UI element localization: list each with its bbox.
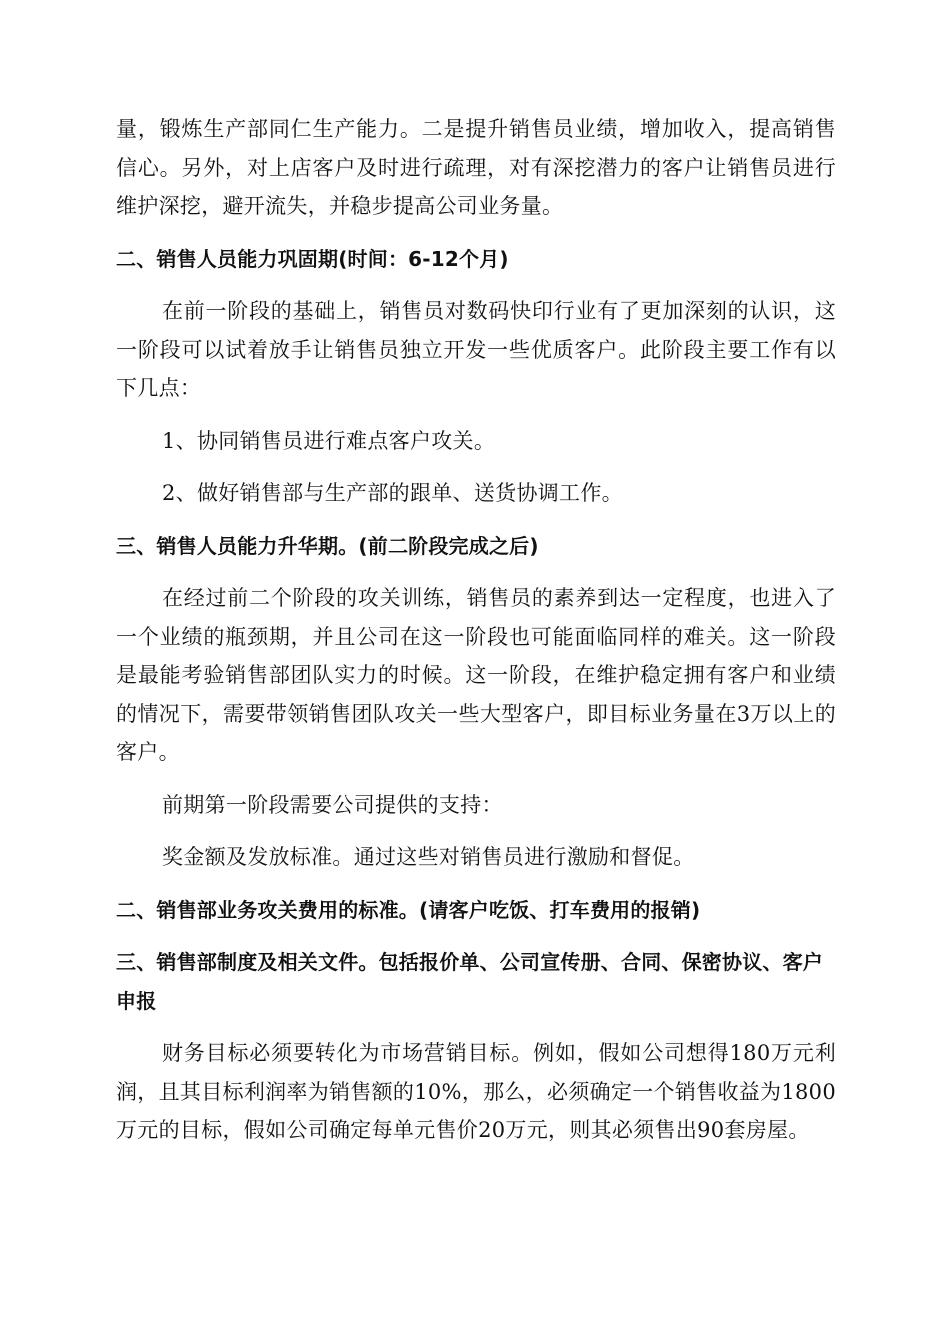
- paragraph-consolidation-intro: 在前一阶段的基础上，销售员对数码快印行业有了更加深刻的认识，这一阶段可以试着放手让销售员独立开发一些优质客户。此阶段主要工作有以下几点：: [116, 299, 836, 400]
- paragraph-financial-goals: 财务目标必须要转化为市场营销目标。例如，假如公司想得180万元利润，且其目标利润率为销售额的10%，那么，必须确定一个销售收益为1800万元的目标，假如公司确定每单元售价20万元，则其必须售出90套房屋。: [116, 1041, 836, 1142]
- section-heading-expenses: 二、销售部业务攻关费用的标准。(请客户吃饭、打车费用的报销): [116, 897, 701, 922]
- paragraph-continuation: 量，锻炼生产部同仁生产能力。二是提升销售员业绩，增加收入，提高销售信心。另外，对上店客户及时进行疏理，对有深挖潜力的客户让销售员进行维护深挖，避开流失，并稳步提高公司业务量。: [116, 117, 836, 218]
- section-heading-documents: 三、销售部制度及相关文件。包括报价单、公司宣传册、合同、保密协议、客户申报: [116, 950, 823, 1013]
- paragraph-support-intro: 前期第一阶段需要公司提供的支持：: [162, 792, 503, 817]
- list-item-1: 1、协同销售员进行难点客户攻关。: [162, 428, 496, 453]
- paragraph-bonus: 奖金额及发放标准。通过这些对销售员进行激励和督促。: [162, 845, 695, 869]
- section-heading-sublimation: 三、销售人员能力升华期。(前二阶段完成之后): [116, 533, 539, 558]
- section-heading-consolidation: 二、销售人员能力巩固期(时间：6-12个月): [116, 246, 509, 271]
- paragraph-sublimation: 在经过前二个阶段的攻关训练，销售员的素养到达一定程度，也进入了一个业绩的瓶颈期，并且公司在这一阶段也可能面临同样的难关。这一阶段是最能考验销售部团队实力的时候。这一阶段，在维护稳定拥有客户和业绩的情况下，需要带领销售团队攻关一些大型客户，即目标业务量在3万以上的客户。: [116, 586, 836, 764]
- document-body: [116, 110, 836, 1164]
- list-item-2: 2、做好销售部与生产部的跟单、送货协调工作。: [162, 481, 623, 505]
